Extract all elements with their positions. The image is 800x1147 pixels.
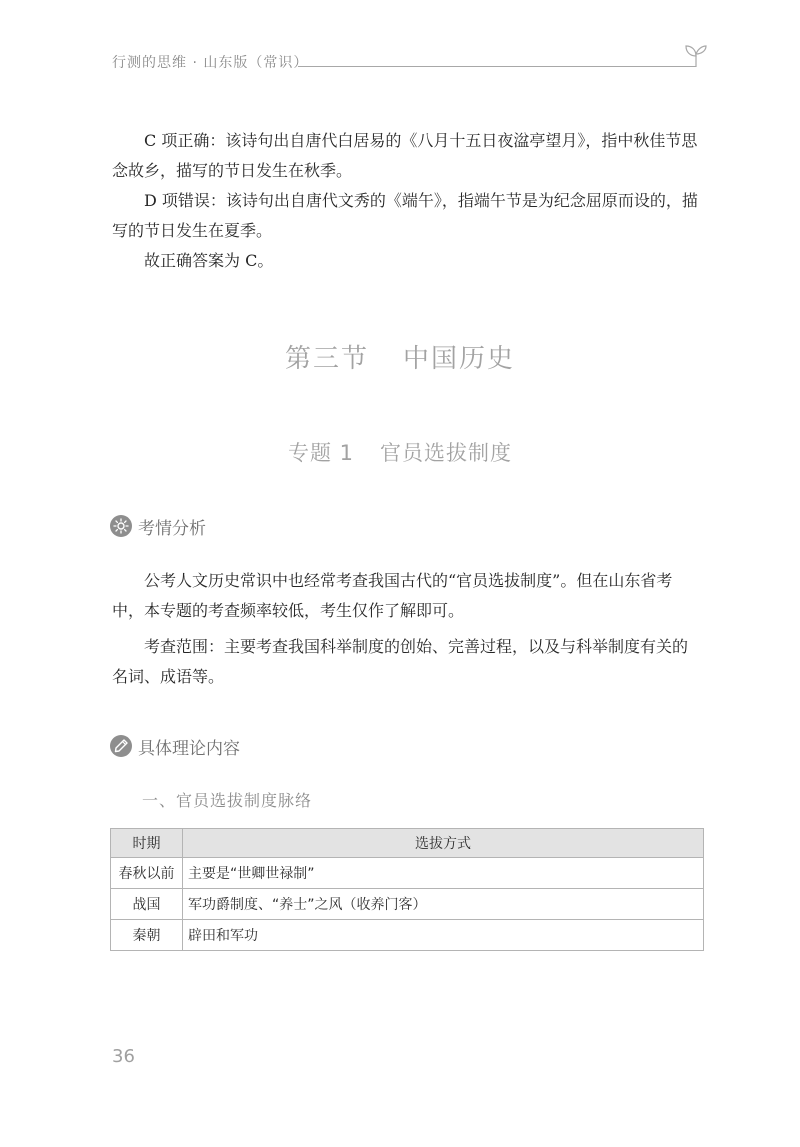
topic-name: 官员选拔制度 (380, 441, 513, 465)
answer-d-paragraph: D 项错误：该诗句出自唐代文秀的《端午》，指端午节是为纪念屈原而设的，描写的节日发生在夏季。 (112, 191, 698, 240)
method-cell: 辟田和军功 (183, 920, 704, 951)
analysis-paragraph: 公考人文历史常识中也经常考查我国古代的“官员选拔制度”。但在山东省考中，本专题的考查频率较低，考生仅作了解即可。 (112, 571, 673, 620)
theory-heading (110, 734, 240, 758)
book-title: 行测的思维 · 山东版（常识） (112, 55, 309, 71)
header-rule (298, 66, 696, 67)
sprout-icon (684, 42, 708, 68)
analysis-heading-text: 考情分析 (138, 518, 206, 539)
section-title (0, 338, 800, 375)
method-cell: 主要是“世卿世禄制” (183, 858, 704, 889)
timeline-subheading: 一、官员选拔制度脉络 (142, 791, 313, 810)
header-method: 选拔方式 (183, 829, 704, 858)
table-row (111, 858, 704, 889)
table-header-row (111, 829, 704, 858)
period-cell: 战国 (111, 889, 183, 920)
topic-title (0, 437, 800, 467)
header-period: 时期 (111, 829, 183, 858)
pen-icon (110, 735, 132, 757)
theory-heading-text: 具体理论内容 (138, 738, 240, 759)
answer-c-paragraph: C 项正确：该诗句出自唐代白居易的《八月十五日夜湓亭望月》，指中秋佳节思念故乡，描写的节日发生在秋季。 (112, 131, 698, 180)
section-name: 中国历史 (403, 344, 516, 374)
selection-system-table (110, 828, 704, 951)
sun-icon (110, 515, 132, 537)
table-row (111, 920, 704, 951)
analysis-heading (110, 514, 206, 538)
period-cell: 秦朝 (111, 920, 183, 951)
period-cell: 春秋以前 (111, 858, 183, 889)
scope-paragraph: 考查范围：主要考查我国科举制度的创始、完善过程，以及与科举制度有关的名词、成语等。 (112, 637, 689, 686)
topic-number: 专题 1 (287, 441, 355, 465)
table-row (111, 889, 704, 920)
method-cell: 军功爵制度、“养士”之风（收养门客） (183, 889, 704, 920)
answer-conclusion: 故正确答案为 C。 (144, 251, 274, 270)
page-number: 36 (112, 1046, 135, 1067)
running-header (112, 52, 712, 76)
section-number: 第三节 (284, 344, 369, 374)
